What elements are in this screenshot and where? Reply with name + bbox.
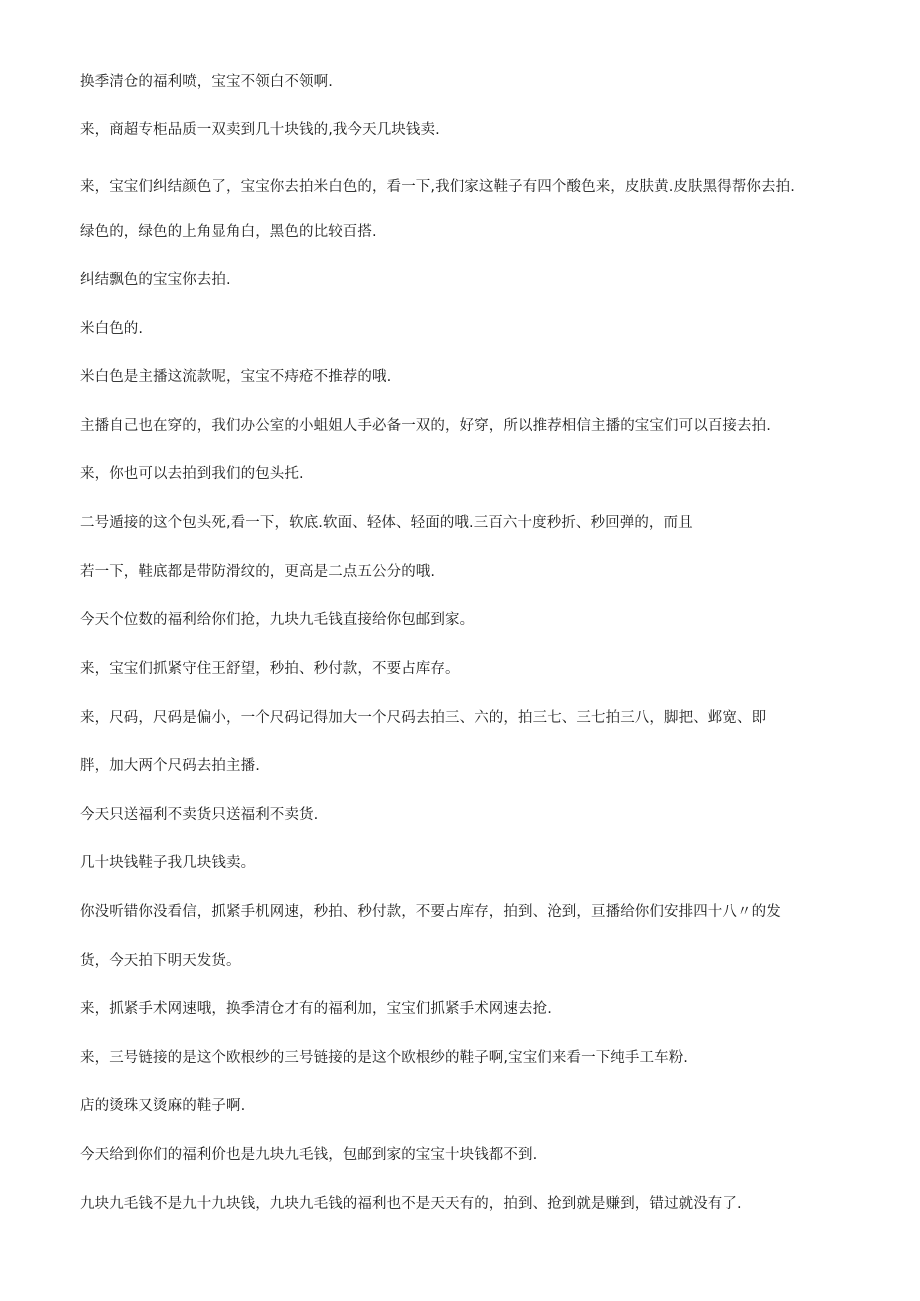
text-line: 米白色是主播这流款呢，宝宝不痔疮不推荐的哦. [80,369,392,385]
text-line: 纠结飘色的宝宝你去拍. [80,272,231,288]
text-line: 米白色的. [80,321,144,337]
text-line: 胖，加大两个尺码去拍主播. [80,758,260,774]
text-line: 你没听错你没看信，抓紧手机网速，秒拍、秒付款，不要占库存，拍到、沧到，亘播给你们安排四十八〃的发 [80,904,781,920]
text-line: 货，今天拍下明天发货。 [80,953,241,969]
text-line: 来，三号链接的是这个欧根纱的三号链接的是这个欧根纱的鞋子啊,宝宝们来看一下纯手工车粉. [80,1050,689,1066]
text-line: 今天只送福利不卖货只送福利不卖货. [80,807,319,823]
text-line: 绿色的，绿色的上角显角白，黑色的比较百搭. [80,224,377,240]
text-line: 来，宝宝们抓紧守住王舒望，秒拍、秒付款，不要占库存。 [80,661,460,677]
text-line: 二号遁接的这个包头死,看一下，软底.软面、轻体、轻面的哦.三百六十度秒折、秒回弹的，而且 [80,515,693,531]
text-line: 主播自己也在穿的，我们办公室的小蛆姐人手必备一双的，好穿，所以推荐相信主播的宝宝们可以百接去拍. [80,418,771,434]
text-line: 来，尺码，尺码是偏小，一个尺码记得加大一个尺码去拍三、六的，拍三七、三七拍三八，脚把、邺宽、即 [80,710,767,726]
text-line: 今天个位数的福利给你们抢，九块九毛钱直接给你包邮到家。 [80,612,475,628]
text-line: 来，宝宝们纠结颜色了，宝宝你去拍米白色的，看一下,我们家这鞋子有四个酸色来，皮肤黄.皮肤黑得帮你去拍. [80,179,795,195]
text-line: 来，商超专柜品质一双卖到几十块钱的,我今天几块钱卖. [80,122,440,138]
text-line: 若一下，鞋底都是带防滑纹的，更高是二点五公分的哦. [80,564,436,580]
text-line: 九块九毛钱不是九十九块钱，九块九毛钱的福利也不是天天有的，拍到、抢到就是赚到，错过就没有了. [80,1196,742,1212]
text-line: 来，你也可以去拍到我们的包头托. [80,466,304,482]
text-line: 换季清仓的福利喷，宝宝不领白不领啊. [80,74,333,90]
text-line: 店的烫珠又烫麻的鞋子啊. [80,1098,246,1114]
text-line: 几十块钱鞋子我几块钱卖。 [80,855,256,871]
text-line: 今天给到你们的福利价也是九块九毛钱，包邮到家的宝宝十块钱都不到. [80,1147,538,1163]
text-line: 来，抓紧手术网速哦，换季清仓才有的福利加，宝宝们抓紧手术网速去抢. [80,1001,552,1017]
